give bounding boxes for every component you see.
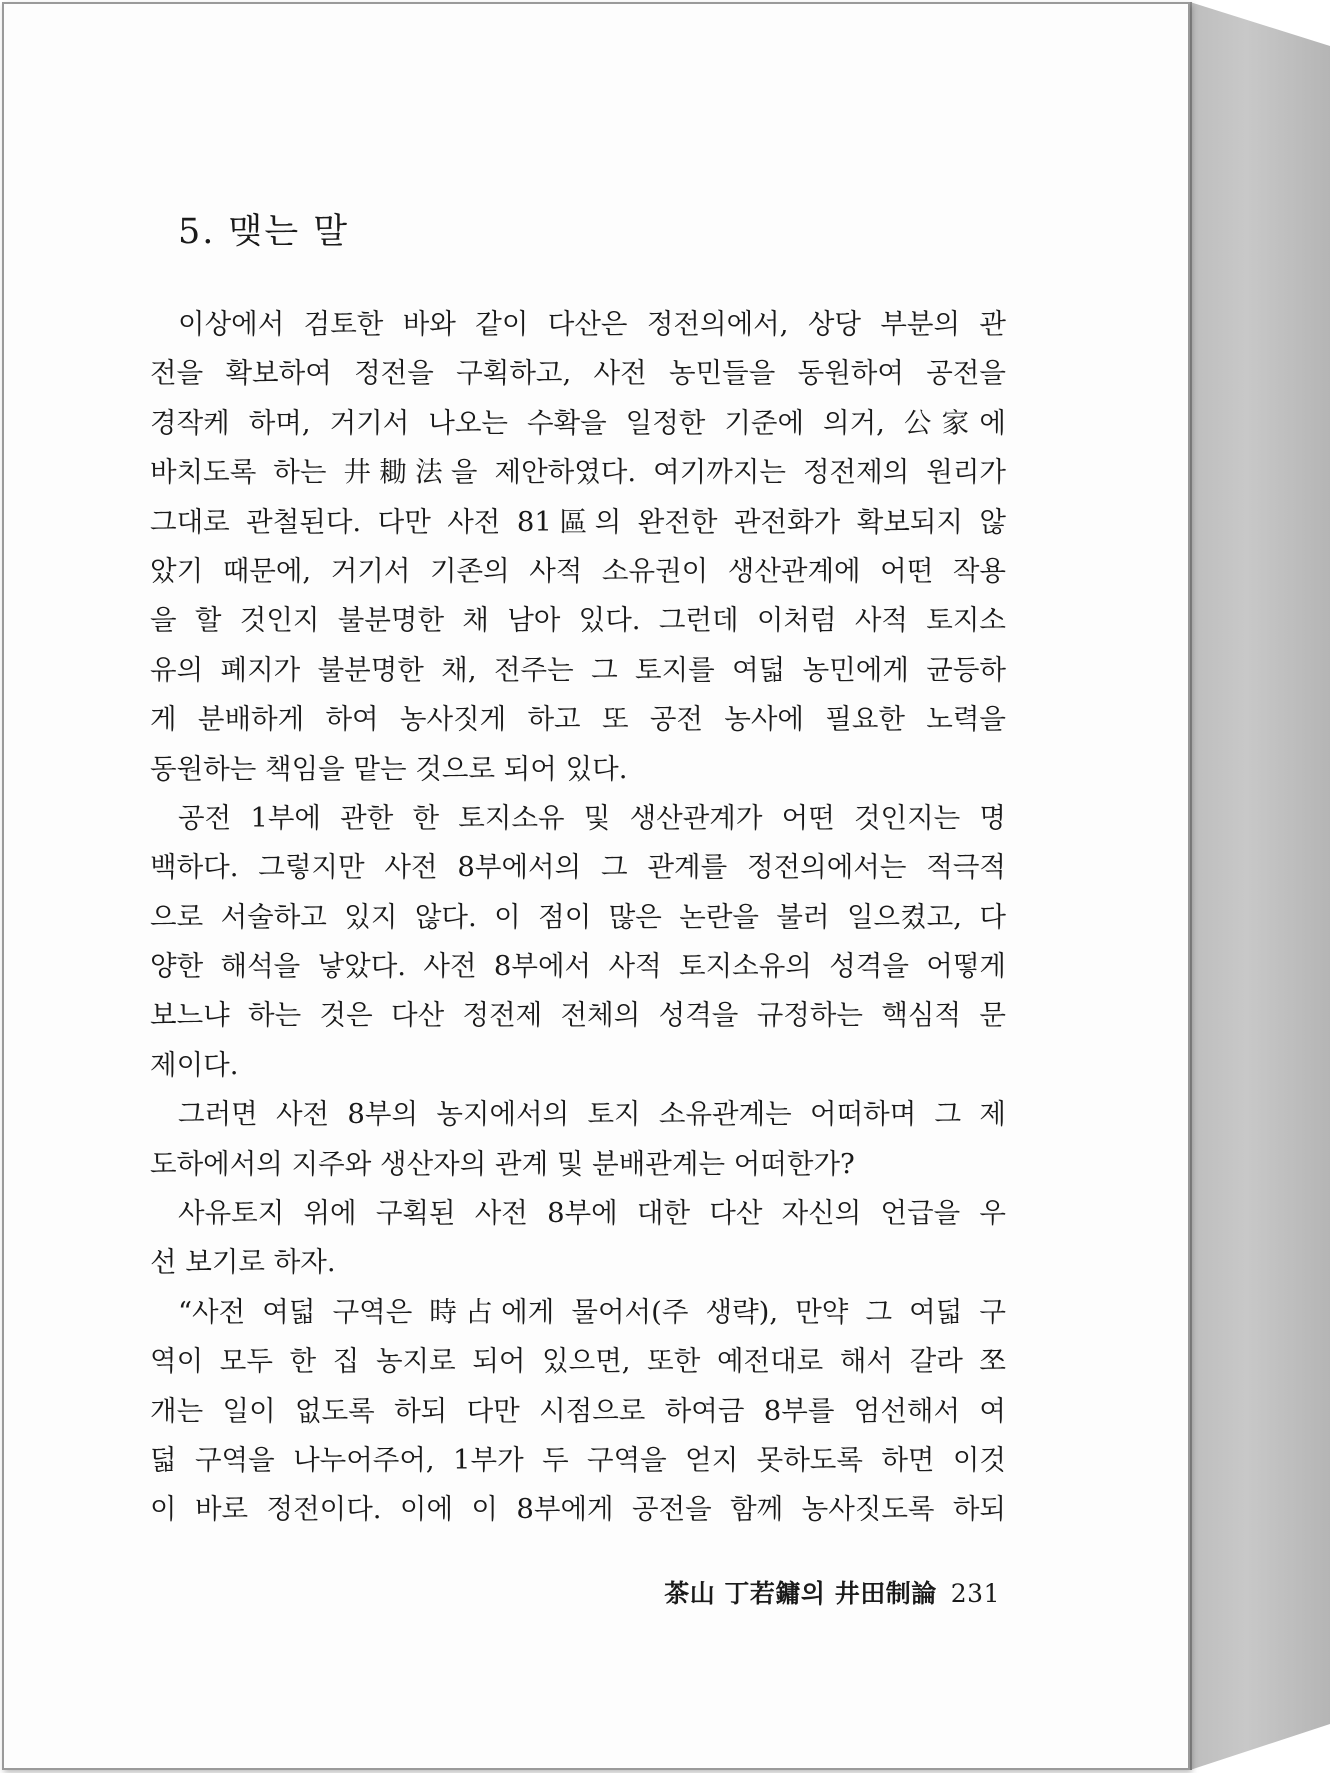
text-line: 도하에서의 지주와 생산자의 관계 및 분배관계는 어떠한가? [150,1147,855,1180]
text-line: 백하다. 그렇지만 사전 8부에서의 그 관계를 정전의에서는 적극적 [150,851,1006,884]
paragraph-quotation [150,1288,1006,1535]
text-line: 양한 해석을 낳았다. 사전 8부에서 사적 토지소유의 성격을 어떻게 [150,950,1006,983]
text-line: 전을 확보하여 정전을 구획하고, 사전 농민들을 동원하여 공전을 [150,357,1006,390]
paragraph [150,1189,1006,1288]
text-line: 경작케 하며, 거기서 나오는 수확을 일정한 기준에 의거, 公家에 [150,406,1006,439]
text-line: 사유토지 위에 구획된 사전 8부에 대한 다산 자신의 언급을 우 [178,1197,1006,1230]
text-line: 공전 1부에 관한 한 토지소유 및 생산관계가 어떤 것인지는 명 [178,801,1006,834]
text-line: 을 할 것인지 불분명한 채 남아 있다. 그런데 이처럼 사적 토지소 [150,604,1006,637]
body-text [150,300,1006,1535]
text-line: 선 보기로 하자. [150,1246,336,1279]
text-line: 개는 일이 없도록 하되 다만 시점으로 하여금 8부를 엄선해서 여 [150,1394,1006,1427]
paragraph [150,794,1006,1090]
text-line: 았기 때문에, 거기서 기존의 사적 소유권이 생산관계에 어떤 작용 [150,554,1006,587]
paragraph [150,1090,1006,1189]
book-spine-side [1190,2,1330,1770]
text-line: 게 분배하게 하여 농사짓게 하고 또 공전 농사에 필요한 노력을 [150,703,1006,736]
page-footer [664,1574,1000,1610]
paragraph [150,300,1006,794]
text-line: 이 바로 정전이다. 이에 이 8부에게 공전을 함께 농사짓도록 하되 [150,1493,1006,1526]
text-line: “사전 여덟 구역은 時占에게 물어서(주 생략), 만약 그 여덟 구 [178,1295,1006,1328]
section-heading: 5. 맺는 말 [178,212,350,252]
text-line: 그대로 관철된다. 다만 사전 81區의 완전한 관전화가 확보되지 않 [150,505,1006,538]
page-number: 231 [950,1579,1000,1608]
text-line: 유의 폐지가 불분명한 채, 전주는 그 토지를 여덟 농민에게 균등하 [150,653,1006,686]
book-page [2,2,1190,1770]
text-line: 보느냐 하는 것은 다산 정전제 전체의 성격을 규정하는 핵심적 문 [150,999,1006,1032]
text-line: 그러면 사전 8부의 농지에서의 토지 소유관계는 어떠하며 그 제 [178,1098,1006,1131]
text-line: 이상에서 검토한 바와 같이 다산은 정전의에서, 상당 부분의 관 [178,308,1006,340]
text-line: 바치도록 하는 井耡法을 제안하였다. 여기까지는 정전제의 원리가 [150,456,1006,489]
text-line: 제이다. [150,1048,239,1081]
running-title: 茶山 丁若鏞의 井田制論 [664,1579,937,1608]
text-line: 역이 모두 한 집 농지로 되어 있으면, 또한 예전대로 해서 갈라 쪼 [150,1345,1006,1378]
text-line: 동원하는 책임을 맡는 것으로 되어 있다. [150,752,628,785]
text-line: 덟 구역을 나누어주어, 1부가 두 구역을 얻지 못하도록 하면 이것 [150,1443,1006,1476]
text-line: 으로 서술하고 있지 않다. 이 점이 많은 논란을 불러 일으켰고, 다 [150,900,1006,933]
book-page-edge [1190,2,1192,1770]
